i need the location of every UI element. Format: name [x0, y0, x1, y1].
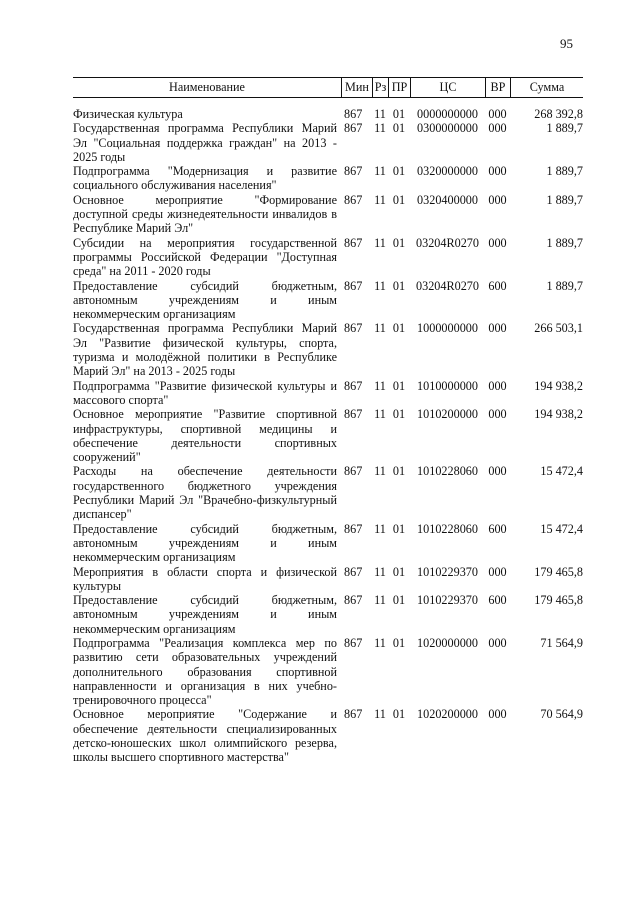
- cell-pr: 01: [392, 464, 406, 479]
- cell-min: 867: [344, 635, 363, 650]
- table-row: [73, 321, 583, 378]
- cell-rz: 11: [374, 635, 386, 650]
- cell-min: 867: [344, 378, 363, 393]
- cell-cs: 1020000000: [417, 635, 478, 650]
- cell-vr: 000: [488, 564, 507, 579]
- cell-rz: 11: [374, 407, 386, 422]
- cell-rz: 11: [374, 121, 386, 136]
- cell-name: Государственная программа Республики Марий Эл "Развитие физической культуры, спорта, туризма и молодёжной политики в Республике Марий Эл" на 2013 - 2025 годы: [73, 321, 337, 379]
- cell-name: Субсидии на мероприятия государственной программы Российской Федерации "Доступная среда" на 2011 - 2020 годы: [73, 235, 337, 279]
- cell-pr: 01: [392, 593, 406, 608]
- cell-sum: 1 889,7: [546, 121, 583, 136]
- cell-sum: 1 889,7: [546, 164, 583, 179]
- cell-name: Физическая культура: [73, 107, 183, 121]
- cell-rz: 11: [374, 192, 386, 207]
- table-row: [73, 593, 583, 636]
- cell-pr: 01: [392, 192, 406, 207]
- cell-sum: 15 472,4: [540, 521, 583, 536]
- cell-pr: 01: [392, 707, 406, 722]
- cell-vr: 600: [488, 593, 507, 608]
- cell-sum: 71 564,9: [540, 635, 583, 650]
- cell-min: 867: [344, 278, 363, 293]
- cell-pr: 01: [392, 378, 406, 393]
- header-vr: ВР: [485, 78, 510, 97]
- cell-pr: 01: [392, 407, 406, 422]
- cell-sum: 15 472,4: [540, 464, 583, 479]
- cell-rz: 11: [374, 378, 386, 393]
- cell-rz: 11: [374, 278, 386, 293]
- table-row: [73, 464, 583, 521]
- cell-min: 867: [344, 707, 363, 722]
- cell-min: 867: [344, 321, 363, 336]
- cell-cs: 1010228060: [417, 521, 478, 536]
- cell-pr: 01: [392, 321, 406, 336]
- cell-vr: 000: [488, 164, 507, 179]
- page-number: 95: [560, 36, 573, 51]
- cell-name: Предоставление субсидий бюджетным, автономным учреждениям и иным некоммерческим организациям: [73, 521, 337, 565]
- cell-rz: 11: [374, 464, 386, 479]
- header-min: Мин: [341, 78, 372, 97]
- cell-pr: 01: [392, 635, 406, 650]
- cell-vr: 000: [488, 378, 507, 393]
- cell-min: 867: [344, 521, 363, 536]
- cell-cs: 0300000000: [417, 121, 478, 136]
- cell-cs: 0320400000: [417, 192, 478, 207]
- table-row: [73, 636, 583, 707]
- cell-cs: 03204R0270: [416, 235, 479, 250]
- cell-name: Предоставление субсидий бюджетным, автономным учреждениям и иным некоммерческим организациям: [73, 278, 337, 322]
- table-row: [73, 164, 583, 193]
- cell-name: Подпрограмма "Развитие физической культуры и массового спорта": [73, 378, 337, 407]
- cell-sum: 194 938,2: [534, 407, 583, 422]
- cell-name: Подпрограмма "Реализация комплекса мер по развитию сети образовательных учреждений дополнительного образования спортивной направленности и организация в них учебно-тренировочного процесса": [73, 635, 337, 708]
- cell-name: Основное мероприятие "Развитие спортивной инфраструктуры, спортивной медицины и обеспечение деятельности спортивных сооружений": [73, 407, 337, 465]
- cell-min: 867: [344, 107, 363, 121]
- cell-vr: 000: [488, 464, 507, 479]
- cell-pr: 01: [392, 278, 406, 293]
- table-row: [73, 707, 583, 764]
- table-row: [73, 379, 583, 408]
- cell-rz: 11: [374, 521, 386, 536]
- cell-vr: 000: [488, 321, 507, 336]
- table-row: [73, 193, 583, 236]
- cell-sum: 268 392,8: [534, 107, 583, 121]
- cell-sum: 194 938,2: [534, 378, 583, 393]
- cell-vr: 000: [488, 707, 507, 722]
- header-cs: ЦС: [410, 78, 485, 97]
- table-header: [73, 77, 583, 98]
- cell-cs: 1010200000: [417, 407, 478, 422]
- cell-vr: 000: [488, 407, 507, 422]
- table-body: [73, 107, 583, 765]
- cell-sum: 266 503,1: [534, 321, 583, 336]
- cell-cs: 1010229370: [417, 564, 478, 579]
- cell-cs: 1010229370: [417, 593, 478, 608]
- cell-rz: 11: [374, 321, 386, 336]
- cell-cs: 03204R0270: [416, 278, 479, 293]
- budget-table: [73, 77, 583, 765]
- cell-min: 867: [344, 121, 363, 136]
- table-row: [73, 565, 583, 594]
- cell-name: Мероприятия в области спорта и физической культуры: [73, 564, 337, 593]
- cell-sum: 179 465,8: [534, 593, 583, 608]
- cell-sum: 1 889,7: [546, 235, 583, 250]
- cell-min: 867: [344, 564, 363, 579]
- table-row: [73, 279, 583, 322]
- cell-min: 867: [344, 235, 363, 250]
- cell-sum: 179 465,8: [534, 564, 583, 579]
- table-row: [73, 407, 583, 464]
- cell-pr: 01: [392, 121, 406, 136]
- cell-name: Расходы на обеспечение деятельности государственного бюджетного учреждения Республики Марий Эл "Врачебно-физкультурный диспансер": [73, 464, 337, 522]
- cell-min: 867: [344, 593, 363, 608]
- cell-pr: 01: [392, 564, 406, 579]
- table-row: [73, 121, 583, 164]
- cell-name: Основное мероприятие "Формирование доступной среды жизнедеятельности инвалидов в Республике Марий Эл": [73, 192, 337, 236]
- cell-name: Основное мероприятие "Содержание и обеспечение деятельности специализированных детско-юношеских школ олимпийского резерва, школы высшего спортивного мастерства": [73, 707, 337, 765]
- table-row: [73, 522, 583, 565]
- cell-name: Предоставление субсидий бюджетным, автономным учреждениям и иным некоммерческим организациям: [73, 593, 337, 636]
- table-row: [73, 107, 583, 121]
- cell-cs: 1010000000: [417, 378, 478, 393]
- header-rz: Рз: [372, 78, 388, 97]
- cell-rz: 11: [374, 164, 386, 179]
- header-name: Наименование: [169, 80, 245, 94]
- cell-pr: 01: [392, 235, 406, 250]
- cell-name: Подпрограмма "Модернизация и развитие социального обслуживания населения": [73, 164, 337, 193]
- cell-cs: 0000000000: [417, 107, 478, 121]
- cell-min: 867: [344, 464, 363, 479]
- cell-rz: 11: [374, 564, 386, 579]
- cell-rz: 11: [374, 707, 386, 722]
- header-pr: ПР: [388, 78, 410, 97]
- cell-vr: 600: [488, 278, 507, 293]
- cell-cs: 1020200000: [417, 707, 478, 722]
- cell-rz: 11: [374, 593, 386, 608]
- cell-pr: 01: [392, 521, 406, 536]
- cell-cs: 1000000000: [417, 321, 478, 336]
- cell-vr: 000: [488, 192, 507, 207]
- table-row: [73, 236, 583, 279]
- cell-vr: 000: [488, 107, 507, 121]
- cell-pr: 01: [392, 164, 406, 179]
- cell-vr: 000: [488, 121, 507, 136]
- cell-pr: 01: [392, 107, 406, 121]
- cell-sum: 1 889,7: [546, 278, 583, 293]
- cell-sum: 70 564,9: [540, 707, 583, 722]
- cell-rz: 11: [374, 107, 386, 121]
- cell-vr: 600: [488, 521, 507, 536]
- cell-rz: 11: [374, 235, 386, 250]
- header-sum: Сумма: [510, 78, 583, 97]
- cell-cs: 1010228060: [417, 464, 478, 479]
- cell-min: 867: [344, 407, 363, 422]
- cell-min: 867: [344, 192, 363, 207]
- cell-min: 867: [344, 164, 363, 179]
- cell-cs: 0320000000: [417, 164, 478, 179]
- cell-sum: 1 889,7: [546, 192, 583, 207]
- cell-name: Государственная программа Республики Марий Эл "Социальная поддержка граждан" на 2013 - 2025 годы: [73, 121, 337, 164]
- cell-vr: 000: [488, 235, 507, 250]
- cell-vr: 000: [488, 635, 507, 650]
